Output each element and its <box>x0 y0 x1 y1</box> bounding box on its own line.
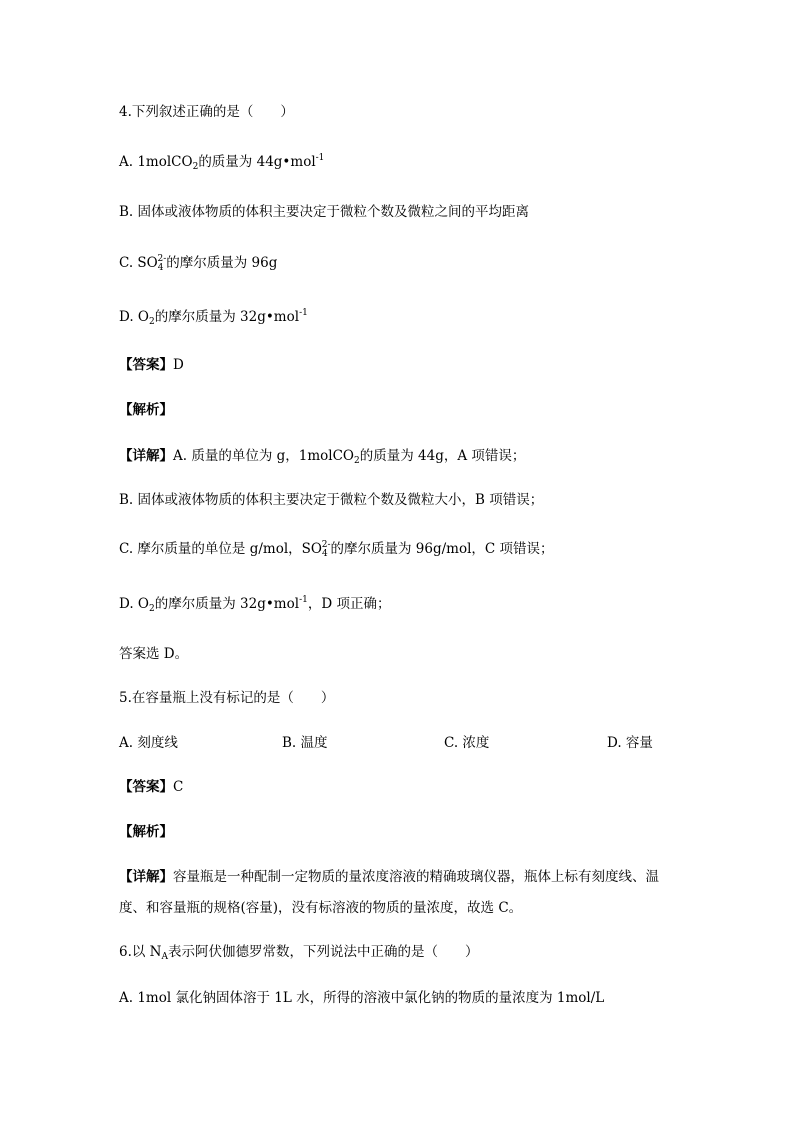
q4-detail-text: A. 质量的单位为 g，1molCO <box>173 448 354 464</box>
q4-detail-text: D. O <box>119 596 149 612</box>
q4-analysis-label: 【解析】 <box>119 402 173 418</box>
q4-detail-text: 的摩尔质量为 32g•mol <box>154 596 300 612</box>
superscript: -1 <box>299 308 308 318</box>
q5-detail-text: 容量瓶是一种配制一定物质的量浓度溶液的精确玻璃仪器，瓶体上标有刻度线、温 <box>173 869 659 885</box>
q4-option-a-text: 的质量为 44g•mol <box>198 154 316 170</box>
q5-stem: 5.在容量瓶上没有标记的是（ ） <box>119 690 335 706</box>
detail-label: 【详解】 <box>119 869 173 885</box>
q5-option-d: D. 容量 <box>607 735 653 751</box>
detail-label: 【详解】 <box>119 448 173 464</box>
answer-label: 【答案】 <box>119 357 173 373</box>
subscript: 2 <box>192 162 199 172</box>
q4-detail-line-1 <box>119 446 525 466</box>
q6-stem-text: 表示阿伏伽德罗常数，下列说法中正确的是（ ） <box>167 944 479 960</box>
q4-detail-line-4 <box>119 594 390 614</box>
q4-option-c-text: C. SO <box>119 255 158 271</box>
q4-option-d-text: D. O <box>119 309 149 325</box>
q4-detail-line-3 <box>119 539 554 559</box>
answer-value: D <box>173 357 184 373</box>
q4-option-d <box>119 307 308 327</box>
q6-stem-text: 6.以 N <box>119 944 162 960</box>
superscript: -1 <box>315 153 325 163</box>
answer-label: 【答案】 <box>119 779 173 795</box>
q5-option-b: B. 温度 <box>282 735 328 751</box>
subscript: 2 <box>149 317 155 327</box>
q5-detail-line-2: 度、和容量瓶的规格(容量)，没有标溶液的物质的量浓度，故选 C。 <box>119 900 523 916</box>
q5-option-a: A. 刻度线 <box>119 735 178 751</box>
subscript: 4 <box>157 263 164 273</box>
q4-stem: 4.下列叙述正确的是（ ） <box>119 104 294 120</box>
q4-option-a <box>119 152 324 172</box>
q5-option-c: C. 浓度 <box>444 735 490 751</box>
q4-option-b: B. 固体或液体物质的体积主要决定于微粒个数及微粒之间的平均距离 <box>119 204 530 220</box>
superscript: 2- <box>157 254 167 264</box>
q4-option-c <box>119 253 277 273</box>
q5-detail-line-1 <box>119 867 659 887</box>
q5-answer <box>119 777 183 797</box>
answer-value: C <box>173 779 184 795</box>
q4-conclusion: 答案选 D。 <box>119 646 189 662</box>
subscript: 2 <box>149 604 155 614</box>
superscript: -1 <box>299 595 308 605</box>
q4-answer <box>119 355 184 375</box>
q6-stem <box>119 942 478 962</box>
subscript: 2 <box>354 456 360 466</box>
superscript: 2- <box>321 540 331 550</box>
q6-option-a: A. 1mol 氯化钠固体溶于 1L 水，所得的溶液中氯化钠的物质的量浓度为 1mol/L <box>119 990 605 1006</box>
q4-option-c-text: 的摩尔质量为 96g <box>166 255 278 271</box>
q4-detail-text: 的摩尔质量为 96g/mol，C 项错误； <box>330 541 554 557</box>
q4-detail-text: 的质量为 44g，A 项错误； <box>359 448 526 464</box>
q4-option-a-text: A. 1molCO <box>119 154 193 170</box>
subscript: 4 <box>321 549 328 559</box>
q4-detail-text: ，D 项正确； <box>307 596 391 612</box>
subscript: A <box>161 952 168 962</box>
q4-option-d-text: 的摩尔质量为 32g•mol <box>154 309 300 325</box>
q5-analysis-label: 【解析】 <box>119 824 173 840</box>
q4-detail-line-2: B. 固体或液体物质的体积主要决定于微粒个数及微粒大小，B 项错误； <box>119 492 544 508</box>
q4-detail-text: C. 摩尔质量的单位是 g/mol，SO <box>119 541 322 557</box>
